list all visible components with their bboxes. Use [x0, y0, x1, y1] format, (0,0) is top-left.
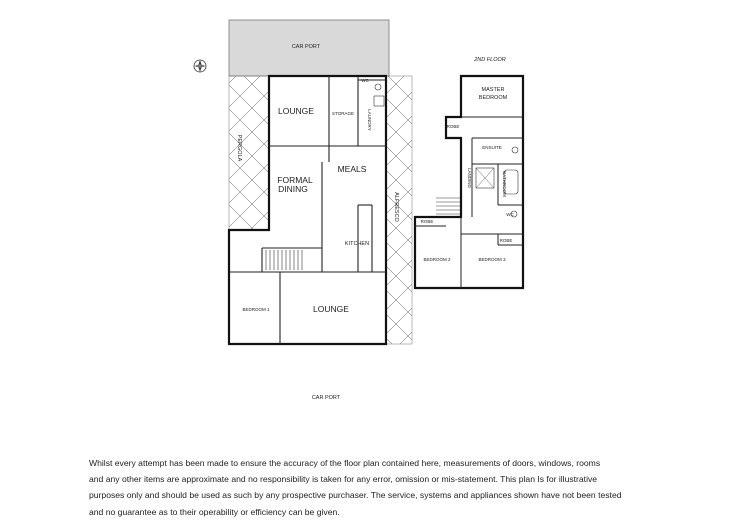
- label-lounge-upper: LOUNGE: [278, 106, 314, 116]
- label-ensuite: ENSUITE: [482, 145, 502, 150]
- label-landing: LANDING: [467, 167, 472, 189]
- label-pergola: PERGOLA: [236, 134, 242, 162]
- label-bedroom3: BEDROOM 3: [478, 257, 506, 262]
- label-formal-dining-1: FORMAL: [277, 175, 313, 185]
- label-carport-top: CAR PORT: [291, 44, 321, 50]
- label-floor2-title: 2ND FLOOR: [474, 57, 506, 63]
- label-bathroom: BATHROOM: [502, 171, 507, 197]
- label-alfresco: ALFRESCO: [393, 192, 399, 222]
- label-robe-bed2: ROBE: [420, 219, 434, 224]
- compass-icon: [194, 60, 206, 72]
- label-bedroom2: BEDROOM 2: [423, 257, 451, 262]
- label-bedroom1: BEDROOM 1: [242, 307, 270, 312]
- label-wc-upper: WC: [506, 212, 514, 217]
- label-laundry: LAUNDRY: [367, 109, 372, 131]
- disclaimer-line2: and any other items are approximate and no responsibility is taken for any error, omission or mis-statement. This plan Is for illustrative: [89, 474, 598, 485]
- label-formal-dining-2: DINING: [278, 184, 308, 194]
- label-carport-bottom: CAR PORT: [311, 395, 341, 401]
- disclaimer-line4: and no guarantee as to their operability or efficiency can be given.: [89, 506, 340, 517]
- label-lounge-lower: LOUNGE: [313, 304, 349, 314]
- label-robe-bed3: ROBE: [499, 238, 513, 243]
- label-robe-master: ROBE: [446, 124, 460, 129]
- pergola-area: [229, 76, 269, 230]
- label-master-1: MASTER: [481, 87, 505, 93]
- label-wc-ground: WC: [361, 78, 369, 83]
- upper-stairs: [436, 198, 460, 214]
- disclaimer: [89, 455, 689, 520]
- label-meals: MEALS: [337, 164, 367, 174]
- label-kitchen: KITCHEN: [344, 241, 370, 247]
- disclaimer-line1: Whilst every attempt has been made to ensure the accuracy of the floor plan contained here, measurements of doors, windows, rooms: [89, 458, 601, 468]
- label-storage: STORAGE: [332, 111, 354, 116]
- disclaimer-line3: purposes only and should be used as such by any prospective purchaser. The service, systems and appliances shown have not been tested: [89, 490, 622, 501]
- label-master-2: BEDROOM: [478, 95, 508, 101]
